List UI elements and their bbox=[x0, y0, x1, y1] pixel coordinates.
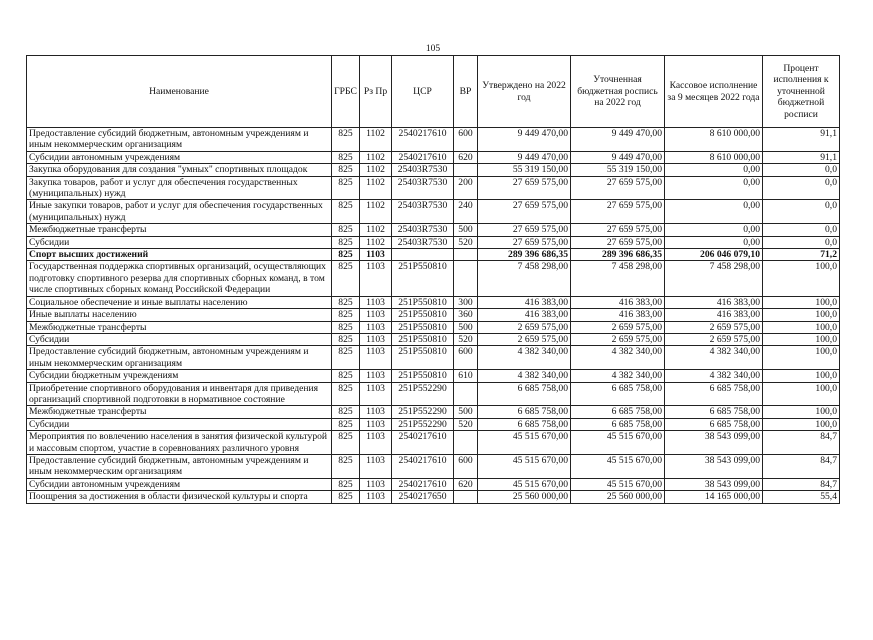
row-name-cell: Предоставление субсидий бюджетным, автономным учреждениям и иным некоммерческим организациям bbox=[27, 128, 332, 152]
row-approved-cell: 9 449 470,00 bbox=[478, 128, 571, 152]
row-revised-cell: 45 515 670,00 bbox=[571, 431, 665, 455]
row-cash-cell: 2 659 575,00 bbox=[665, 321, 763, 333]
row-approved-cell: 27 659 575,00 bbox=[478, 176, 571, 200]
row-csr-cell: 251P550810 bbox=[392, 309, 454, 321]
row-cash-cell: 0,00 bbox=[665, 176, 763, 200]
row-grbs-cell: 825 bbox=[332, 151, 360, 163]
row-rzpr-cell: 1103 bbox=[360, 321, 392, 333]
row-rzpr-cell: 1102 bbox=[360, 128, 392, 152]
row-name-cell: Мероприятия по вовлечению населения в занятия физической культурой и массовым спортом, участие в соревнованиях различного уровня bbox=[27, 431, 332, 455]
row-csr-cell: 251P550810 bbox=[392, 370, 454, 382]
row-name-cell: Субсидии автономным учреждениям bbox=[27, 151, 332, 163]
header-rzpr: Рз Пр bbox=[360, 56, 392, 128]
row-percent-cell: 55,4 bbox=[763, 491, 840, 503]
row-revised-cell: 27 659 575,00 bbox=[571, 236, 665, 248]
row-grbs-cell: 825 bbox=[332, 261, 360, 296]
row-approved-cell: 2 659 575,00 bbox=[478, 333, 571, 345]
row-revised-cell: 25 560 000,00 bbox=[571, 491, 665, 503]
row-csr-cell: 251P550810 bbox=[392, 296, 454, 308]
table-row bbox=[27, 128, 840, 152]
row-rzpr-cell: 1103 bbox=[360, 382, 392, 406]
row-grbs-cell: 825 bbox=[332, 418, 360, 430]
row-approved-cell: 6 685 758,00 bbox=[478, 418, 571, 430]
row-approved-cell: 55 319 150,00 bbox=[478, 164, 571, 176]
row-revised-cell: 45 515 670,00 bbox=[571, 478, 665, 490]
row-percent-cell: 100,0 bbox=[763, 296, 840, 308]
header-vr: ВР bbox=[454, 56, 478, 128]
row-rzpr-cell: 1103 bbox=[360, 454, 392, 478]
row-cash-cell: 6 685 758,00 bbox=[665, 418, 763, 430]
header-name: Наименование bbox=[27, 56, 332, 128]
budget-execution-table bbox=[26, 55, 840, 504]
table-row bbox=[27, 418, 840, 430]
row-name-cell: Закупка оборудования для создания "умных" спортивных площадок bbox=[27, 164, 332, 176]
row-cash-cell: 8 610 000,00 bbox=[665, 128, 763, 152]
row-approved-cell: 45 515 670,00 bbox=[478, 431, 571, 455]
row-csr-cell: 2540217610 bbox=[392, 151, 454, 163]
row-percent-cell: 0,0 bbox=[763, 176, 840, 200]
row-percent-cell: 0,0 bbox=[763, 224, 840, 236]
table-row bbox=[27, 346, 840, 370]
row-name-cell: Субсидии автономным учреждениям bbox=[27, 478, 332, 490]
row-vr-cell bbox=[454, 261, 478, 296]
table-row bbox=[27, 491, 840, 503]
row-approved-cell: 9 449 470,00 bbox=[478, 151, 571, 163]
row-csr-cell: 2540217610 bbox=[392, 431, 454, 455]
row-cash-cell: 416 383,00 bbox=[665, 296, 763, 308]
row-rzpr-cell: 1103 bbox=[360, 418, 392, 430]
row-revised-cell: 6 685 758,00 bbox=[571, 406, 665, 418]
row-grbs-cell: 825 bbox=[332, 309, 360, 321]
row-grbs-cell: 825 bbox=[332, 164, 360, 176]
row-percent-cell: 84,7 bbox=[763, 454, 840, 478]
row-name-cell: Иные выплаты населению bbox=[27, 309, 332, 321]
row-cash-cell: 38 543 099,00 bbox=[665, 431, 763, 455]
row-cash-cell: 4 382 340,00 bbox=[665, 370, 763, 382]
table-header-row bbox=[27, 56, 840, 128]
table-row bbox=[27, 431, 840, 455]
row-vr-cell: 200 bbox=[454, 176, 478, 200]
row-percent-cell: 100,0 bbox=[763, 406, 840, 418]
row-approved-cell: 45 515 670,00 bbox=[478, 478, 571, 490]
header-grbs: ГРБС bbox=[332, 56, 360, 128]
row-vr-cell bbox=[454, 249, 478, 261]
header-percent: Процент исполнения к уточненной бюджетной росписи bbox=[763, 56, 840, 128]
row-cash-cell: 7 458 298,00 bbox=[665, 261, 763, 296]
row-revised-cell: 2 659 575,00 bbox=[571, 333, 665, 345]
row-name-cell: Социальное обеспечение и иные выплаты населению bbox=[27, 296, 332, 308]
row-cash-cell: 4 382 340,00 bbox=[665, 346, 763, 370]
row-csr-cell: 25403R7530 bbox=[392, 200, 454, 224]
row-grbs-cell: 825 bbox=[332, 249, 360, 261]
row-vr-cell: 360 bbox=[454, 309, 478, 321]
row-cash-cell: 0,00 bbox=[665, 200, 763, 224]
table-row bbox=[27, 249, 840, 261]
row-vr-cell: 520 bbox=[454, 418, 478, 430]
header-csr: ЦСР bbox=[392, 56, 454, 128]
row-name-cell: Субсидии bbox=[27, 418, 332, 430]
row-percent-cell: 100,0 bbox=[763, 309, 840, 321]
row-name-cell: Предоставление субсидий бюджетным, автономным учреждениям и иным некоммерческим организациям bbox=[27, 346, 332, 370]
row-vr-cell bbox=[454, 164, 478, 176]
row-grbs-cell: 825 bbox=[332, 224, 360, 236]
row-percent-cell: 100,0 bbox=[763, 346, 840, 370]
row-percent-cell: 100,0 bbox=[763, 382, 840, 406]
row-csr-cell: 25403R7530 bbox=[392, 176, 454, 200]
table-row bbox=[27, 151, 840, 163]
row-csr-cell: 251P552290 bbox=[392, 382, 454, 406]
row-revised-cell: 27 659 575,00 bbox=[571, 176, 665, 200]
row-csr-cell: 25403R7530 bbox=[392, 236, 454, 248]
row-revised-cell: 55 319 150,00 bbox=[571, 164, 665, 176]
row-revised-cell: 9 449 470,00 bbox=[571, 151, 665, 163]
row-grbs-cell: 825 bbox=[332, 333, 360, 345]
row-cash-cell: 14 165 000,00 bbox=[665, 491, 763, 503]
row-grbs-cell: 825 bbox=[332, 406, 360, 418]
row-name-cell: Межбюджетные трансферты bbox=[27, 224, 332, 236]
row-name-cell: Межбюджетные трансферты bbox=[27, 321, 332, 333]
table-body bbox=[27, 128, 840, 504]
row-csr-cell: 251P552290 bbox=[392, 406, 454, 418]
row-grbs-cell: 825 bbox=[332, 478, 360, 490]
row-cash-cell: 0,00 bbox=[665, 164, 763, 176]
row-rzpr-cell: 1102 bbox=[360, 200, 392, 224]
row-percent-cell: 100,0 bbox=[763, 333, 840, 345]
row-name-cell: Субсидии bbox=[27, 333, 332, 345]
row-vr-cell bbox=[454, 431, 478, 455]
table-row bbox=[27, 333, 840, 345]
row-cash-cell: 2 659 575,00 bbox=[665, 333, 763, 345]
row-cash-cell: 38 543 099,00 bbox=[665, 454, 763, 478]
header-cash: Кассовое исполнение за 9 месяцев 2022 года bbox=[665, 56, 763, 128]
row-grbs-cell: 825 bbox=[332, 370, 360, 382]
row-approved-cell: 4 382 340,00 bbox=[478, 370, 571, 382]
table-row bbox=[27, 261, 840, 296]
row-approved-cell: 45 515 670,00 bbox=[478, 454, 571, 478]
table-row bbox=[27, 176, 840, 200]
row-name-cell: Приобретение спортивного оборудования и инвентаря для приведения организаций спортивной подготовки в нормативное состояние bbox=[27, 382, 332, 406]
row-name-cell: Иные закупки товаров, работ и услуг для обеспечения государственных (муниципальных) нужд bbox=[27, 200, 332, 224]
table-row bbox=[27, 370, 840, 382]
row-percent-cell: 0,0 bbox=[763, 164, 840, 176]
row-percent-cell: 100,0 bbox=[763, 418, 840, 430]
row-csr-cell: 2540217610 bbox=[392, 478, 454, 490]
row-csr-cell: 251P550810 bbox=[392, 333, 454, 345]
row-revised-cell: 45 515 670,00 bbox=[571, 454, 665, 478]
row-grbs-cell: 825 bbox=[332, 321, 360, 333]
row-percent-cell: 0,0 bbox=[763, 236, 840, 248]
row-grbs-cell: 825 bbox=[332, 200, 360, 224]
row-grbs-cell: 825 bbox=[332, 454, 360, 478]
row-revised-cell: 416 383,00 bbox=[571, 309, 665, 321]
table-row bbox=[27, 309, 840, 321]
row-revised-cell: 416 383,00 bbox=[571, 296, 665, 308]
row-vr-cell bbox=[454, 382, 478, 406]
row-csr-cell: 25403R7530 bbox=[392, 164, 454, 176]
row-csr-cell: 251P550810 bbox=[392, 346, 454, 370]
row-percent-cell: 71,2 bbox=[763, 249, 840, 261]
row-revised-cell: 9 449 470,00 bbox=[571, 128, 665, 152]
row-percent-cell: 0,0 bbox=[763, 200, 840, 224]
row-approved-cell: 6 685 758,00 bbox=[478, 406, 571, 418]
row-csr-cell: 25403R7530 bbox=[392, 224, 454, 236]
row-vr-cell: 500 bbox=[454, 321, 478, 333]
table-row bbox=[27, 236, 840, 248]
row-grbs-cell: 825 bbox=[332, 431, 360, 455]
row-rzpr-cell: 1102 bbox=[360, 164, 392, 176]
row-csr-cell: 2540217610 bbox=[392, 454, 454, 478]
row-csr-cell: 251P550810 bbox=[392, 261, 454, 296]
row-vr-cell bbox=[454, 491, 478, 503]
row-rzpr-cell: 1103 bbox=[360, 309, 392, 321]
row-approved-cell: 27 659 575,00 bbox=[478, 200, 571, 224]
row-grbs-cell: 825 bbox=[332, 382, 360, 406]
row-rzpr-cell: 1102 bbox=[360, 236, 392, 248]
row-grbs-cell: 825 bbox=[332, 236, 360, 248]
row-name-cell: Субсидии бюджетным учреждениям bbox=[27, 370, 332, 382]
row-approved-cell: 416 383,00 bbox=[478, 309, 571, 321]
row-approved-cell: 7 458 298,00 bbox=[478, 261, 571, 296]
row-vr-cell: 600 bbox=[454, 454, 478, 478]
row-cash-cell: 0,00 bbox=[665, 236, 763, 248]
row-revised-cell: 6 685 758,00 bbox=[571, 382, 665, 406]
row-rzpr-cell: 1103 bbox=[360, 406, 392, 418]
table-row bbox=[27, 224, 840, 236]
row-rzpr-cell: 1103 bbox=[360, 333, 392, 345]
row-percent-cell: 91,1 bbox=[763, 151, 840, 163]
row-approved-cell: 416 383,00 bbox=[478, 296, 571, 308]
row-name-cell: Межбюджетные трансферты bbox=[27, 406, 332, 418]
row-revised-cell: 6 685 758,00 bbox=[571, 418, 665, 430]
row-approved-cell: 27 659 575,00 bbox=[478, 236, 571, 248]
row-revised-cell: 27 659 575,00 bbox=[571, 200, 665, 224]
row-csr-cell: 251P552290 bbox=[392, 418, 454, 430]
table-row bbox=[27, 164, 840, 176]
table-row bbox=[27, 454, 840, 478]
row-rzpr-cell: 1102 bbox=[360, 224, 392, 236]
row-vr-cell: 500 bbox=[454, 224, 478, 236]
row-percent-cell: 100,0 bbox=[763, 370, 840, 382]
row-csr-cell: 251P550810 bbox=[392, 321, 454, 333]
table-row bbox=[27, 478, 840, 490]
row-percent-cell: 84,7 bbox=[763, 478, 840, 490]
row-approved-cell: 2 659 575,00 bbox=[478, 321, 571, 333]
row-rzpr-cell: 1103 bbox=[360, 370, 392, 382]
row-revised-cell: 2 659 575,00 bbox=[571, 321, 665, 333]
row-revised-cell: 4 382 340,00 bbox=[571, 346, 665, 370]
row-cash-cell: 416 383,00 bbox=[665, 309, 763, 321]
row-cash-cell: 6 685 758,00 bbox=[665, 382, 763, 406]
row-approved-cell: 4 382 340,00 bbox=[478, 346, 571, 370]
row-cash-cell: 38 543 099,00 bbox=[665, 478, 763, 490]
row-vr-cell: 610 bbox=[454, 370, 478, 382]
row-csr-cell bbox=[392, 249, 454, 261]
row-csr-cell: 2540217650 bbox=[392, 491, 454, 503]
row-vr-cell: 500 bbox=[454, 406, 478, 418]
row-approved-cell: 6 685 758,00 bbox=[478, 382, 571, 406]
table-row bbox=[27, 321, 840, 333]
row-grbs-cell: 825 bbox=[332, 296, 360, 308]
row-rzpr-cell: 1103 bbox=[360, 491, 392, 503]
row-grbs-cell: 825 bbox=[332, 128, 360, 152]
row-rzpr-cell: 1103 bbox=[360, 261, 392, 296]
row-vr-cell: 620 bbox=[454, 478, 478, 490]
row-rzpr-cell: 1103 bbox=[360, 478, 392, 490]
table-row bbox=[27, 296, 840, 308]
row-rzpr-cell: 1102 bbox=[360, 176, 392, 200]
row-vr-cell: 600 bbox=[454, 346, 478, 370]
row-rzpr-cell: 1103 bbox=[360, 249, 392, 261]
row-vr-cell: 520 bbox=[454, 236, 478, 248]
row-vr-cell: 300 bbox=[454, 296, 478, 308]
row-name-cell: Спорт высших достижений bbox=[27, 249, 332, 261]
row-rzpr-cell: 1103 bbox=[360, 431, 392, 455]
row-rzpr-cell: 1102 bbox=[360, 151, 392, 163]
row-name-cell: Предоставление субсидий бюджетным, автономным учреждениям и иным некоммерческим организациям bbox=[27, 454, 332, 478]
row-approved-cell: 25 560 000,00 bbox=[478, 491, 571, 503]
row-revised-cell: 27 659 575,00 bbox=[571, 224, 665, 236]
row-rzpr-cell: 1103 bbox=[360, 296, 392, 308]
table-row bbox=[27, 200, 840, 224]
page-number: 105 bbox=[425, 44, 441, 54]
row-grbs-cell: 825 bbox=[332, 176, 360, 200]
row-vr-cell: 620 bbox=[454, 151, 478, 163]
row-percent-cell: 100,0 bbox=[763, 321, 840, 333]
row-name-cell: Поощрения за достижения в области физической культуры и спорта bbox=[27, 491, 332, 503]
row-name-cell: Закупка товаров, работ и услуг для обеспечения государственных (муниципальных) нужд bbox=[27, 176, 332, 200]
row-vr-cell: 520 bbox=[454, 333, 478, 345]
row-cash-cell: 206 046 079,10 bbox=[665, 249, 763, 261]
row-percent-cell: 84,7 bbox=[763, 431, 840, 455]
row-csr-cell: 2540217610 bbox=[392, 128, 454, 152]
header-revised: Уточненная бюджетная роспись на 2022 год bbox=[571, 56, 665, 128]
header-approved: Утверждено на 2022 год bbox=[478, 56, 571, 128]
row-percent-cell: 100,0 bbox=[763, 261, 840, 296]
row-grbs-cell: 825 bbox=[332, 491, 360, 503]
row-grbs-cell: 825 bbox=[332, 346, 360, 370]
row-revised-cell: 7 458 298,00 bbox=[571, 261, 665, 296]
row-cash-cell: 0,00 bbox=[665, 224, 763, 236]
row-name-cell: Государственная поддержка спортивных организаций, осуществляющих подготовку спортивного резерва для спортивных сборных команд, в том числе спортивных сборных команд Российской Федерации bbox=[27, 261, 332, 296]
row-approved-cell: 289 396 686,35 bbox=[478, 249, 571, 261]
row-cash-cell: 6 685 758,00 bbox=[665, 406, 763, 418]
row-vr-cell: 600 bbox=[454, 128, 478, 152]
row-percent-cell: 91,1 bbox=[763, 128, 840, 152]
table-row bbox=[27, 406, 840, 418]
row-approved-cell: 27 659 575,00 bbox=[478, 224, 571, 236]
row-cash-cell: 8 610 000,00 bbox=[665, 151, 763, 163]
row-rzpr-cell: 1103 bbox=[360, 346, 392, 370]
table-row bbox=[27, 382, 840, 406]
row-name-cell: Субсидии bbox=[27, 236, 332, 248]
row-vr-cell: 240 bbox=[454, 200, 478, 224]
row-revised-cell: 289 396 686,35 bbox=[571, 249, 665, 261]
row-revised-cell: 4 382 340,00 bbox=[571, 370, 665, 382]
